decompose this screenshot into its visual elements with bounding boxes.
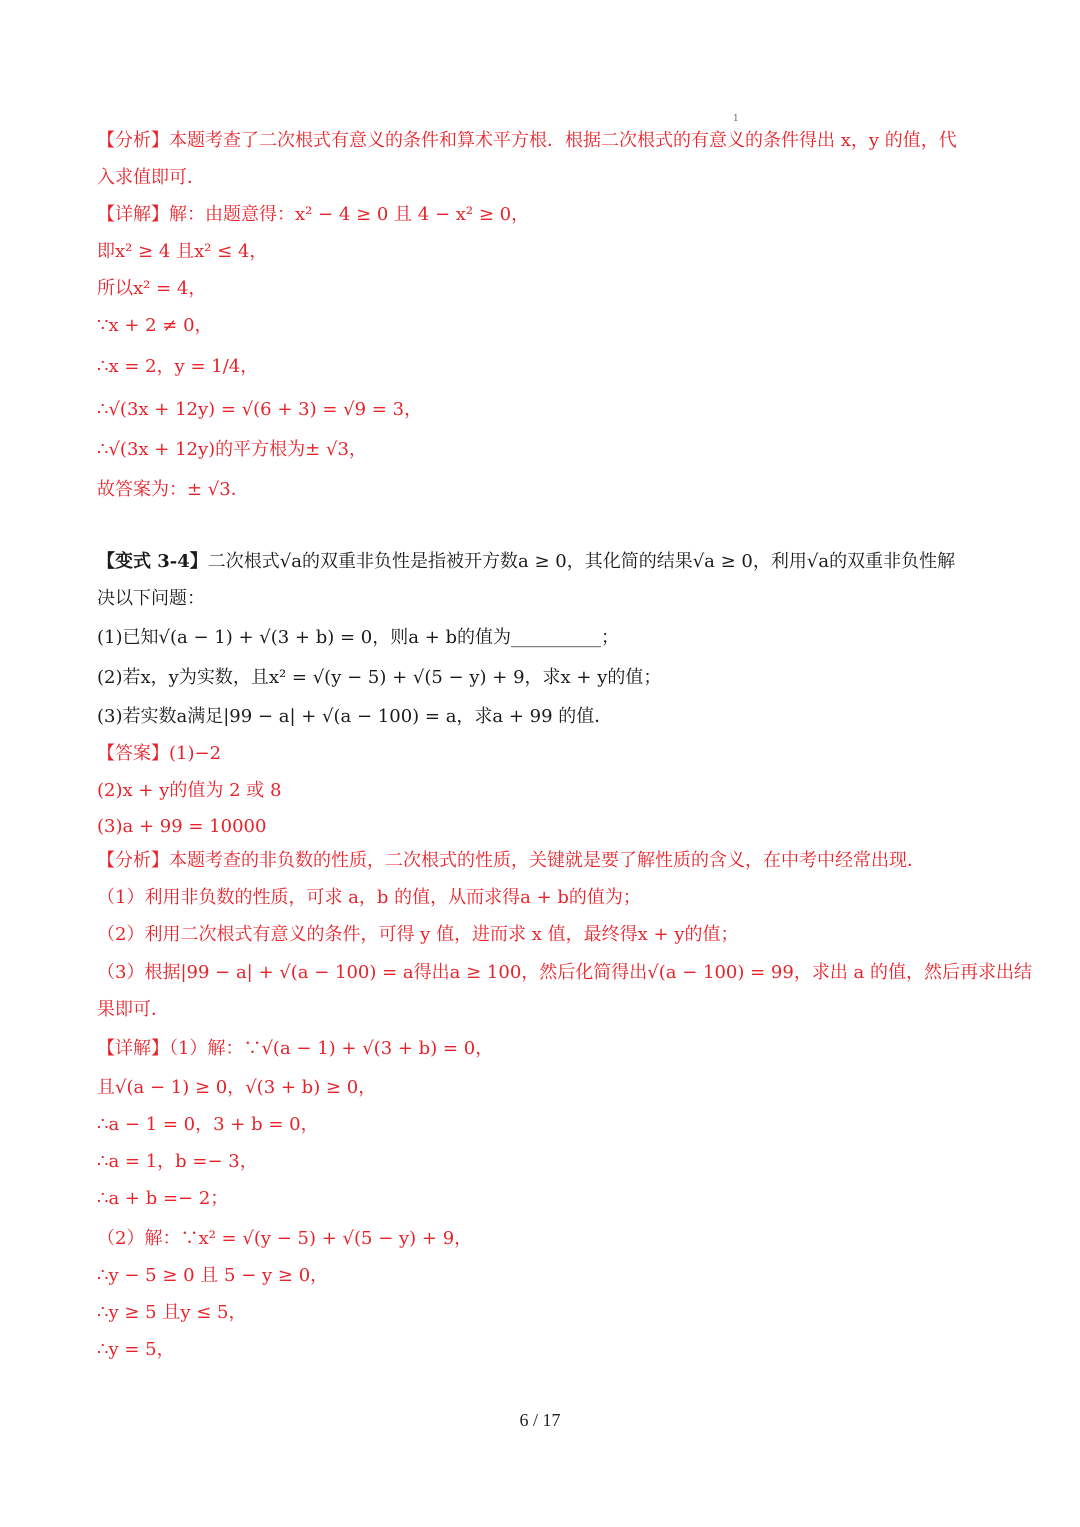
detail2-line: ∴y − 5 ≥ 0 且 5 − y ≥ 0，	[97, 1265, 329, 1286]
analysis2-line: 【分析】本题考查的非负数的性质，二次根式的性质，关键就是要了解性质的含义，在中考中经常出现．	[97, 850, 925, 871]
detail2-line: 【详解】（1）解：∵√(a − 1) + √(3 + b) = 0，	[97, 1038, 494, 1059]
question-text: 二次根式√a的双重非负性是指被开方数a ≥ 0，其化简的结果√a ≥ 0，利用√a的双重非负性解	[207, 551, 956, 572]
detail2-line: ∴y = 5，	[97, 1339, 175, 1360]
detail2-line: ∴a − 1 = 0，3 + b = 0，	[97, 1114, 319, 1135]
detail1-line: 所以x² = 4，	[97, 278, 207, 299]
answer-line: 【答案】(1)−2	[97, 743, 222, 764]
detail2-line: ∴a = 1，b =− 3，	[97, 1151, 258, 1172]
detail2-line: ∴y ≥ 5 且y ≤ 5，	[97, 1302, 247, 1323]
question-line1	[97, 550, 955, 574]
question-label: 【变式 3-4】	[97, 551, 208, 572]
header-mark: 1	[733, 114, 739, 124]
analysis2-line: （2）利用二次根式有意义的条件，可得 y 值，进而求 x 值，最终得x + y的值；	[97, 924, 739, 945]
analysis1-line2: 入求值即可．	[97, 167, 205, 188]
page-number: 6 / 17	[519, 1410, 561, 1430]
detail2-line: 且√(a − 1) ≥ 0，√(3 + b) ≥ 0，	[97, 1077, 377, 1098]
question-part1: (1)已知√(a − 1) + √(3 + b) = 0，则a + b的值为__________；	[97, 627, 620, 648]
question-part3: (3)若实数a满足|99 − a| + √(a − 100) = a，求a + 99 的值．	[97, 706, 613, 727]
detail1-line: 故答案为：± √3．	[97, 479, 249, 500]
analysis2-line: （3）根据|99 − a| + √(a − 100) = a得出a ≥ 100，然后化简得出√(a − 100) = 99，求出 a 的值，然后再求出结	[97, 962, 1032, 983]
question-part2: (2)若x，y为实数，且x² = √(y − 5) + √(5 − y) + 9，求x + y的值；	[97, 667, 662, 688]
detail2-line: ∴a + b =− 2；	[97, 1188, 229, 1209]
detail2-line: （2）解：∵x² = √(y − 5) + √(5 − y) + 9，	[97, 1228, 473, 1249]
detail1-line: 即x² ≥ 4 且x² ≤ 4，	[97, 241, 268, 262]
analysis1-line1: 【分析】本题考查了二次根式有意义的条件和算术平方根．根据二次根式的有意义的条件得出 x，y 的值，代	[97, 130, 957, 151]
detail1-line: ∴x = 2，y = 1/4，	[97, 356, 259, 377]
analysis2-line: （1）利用非负数的性质，可求 a，b 的值，从而求得a + b的值为；	[97, 887, 641, 908]
detail1-line: ∴√(3x + 12y) = √(6 + 3) = √9 = 3，	[97, 399, 423, 420]
answer-line: (3)a + 99 = 10000	[97, 816, 267, 837]
detail1-line: ∵x + 2 ≠ 0，	[97, 315, 213, 336]
analysis2-line: 果即可．	[97, 999, 169, 1020]
question-line2: 决以下问题：	[97, 588, 205, 609]
detail1-line: 【详解】解：由题意得：x² − 4 ≥ 0 且 4 − x² ≥ 0，	[97, 204, 530, 225]
detail1-line: ∴√(3x + 12y)的平方根为± √3，	[97, 439, 367, 460]
answer-line: (2)x + y的值为 2 或 8	[97, 780, 282, 801]
